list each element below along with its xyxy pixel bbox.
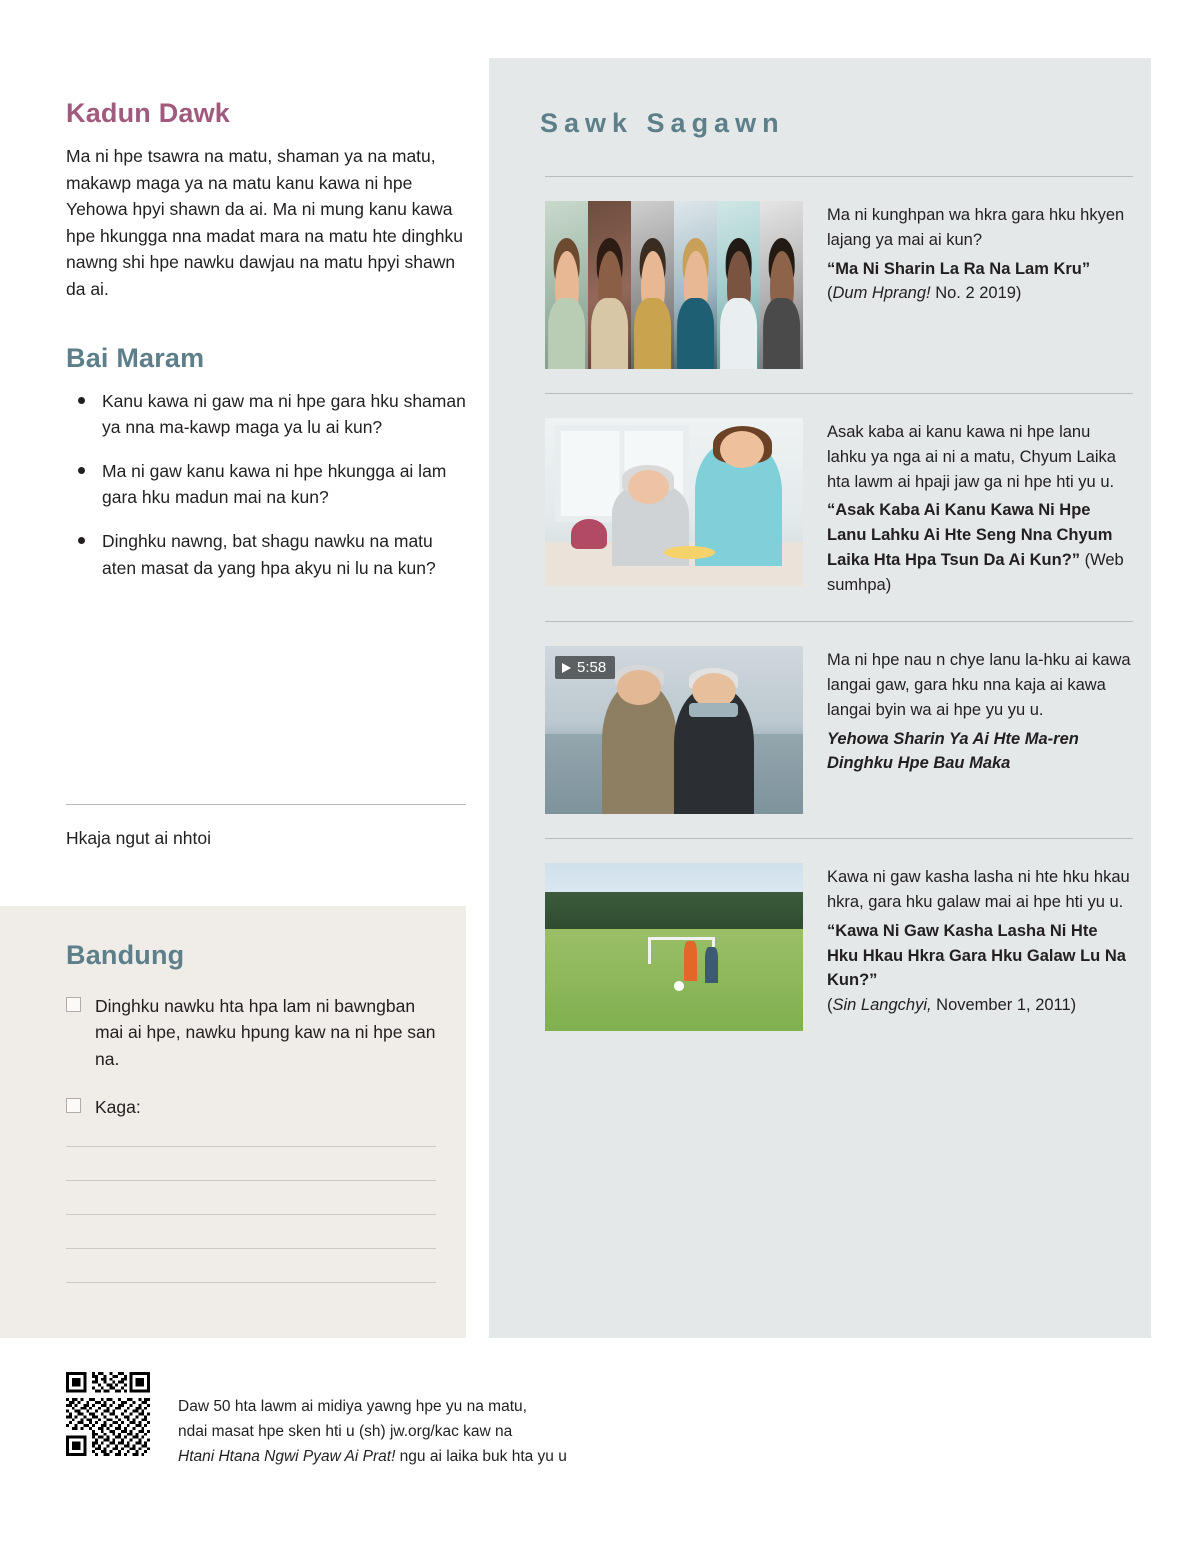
entry-ref-tail: (Web sumhpa) (827, 550, 1124, 594)
entry-reference (827, 919, 1133, 1018)
research-entry-4[interactable] (545, 838, 1133, 1055)
bai-maram-block (66, 343, 466, 582)
entry-reference (827, 498, 1133, 597)
bandung-item-1[interactable] (66, 993, 436, 1072)
write-line[interactable] (66, 1146, 436, 1147)
bandung-panel (0, 906, 466, 1338)
entry-ref-publication: Sin Langchyi, (832, 996, 932, 1014)
entry-ref-tail: November 1, 2011) (931, 996, 1077, 1014)
bai-maram-question-list (66, 388, 466, 582)
entry-ref-title: “Asak Kaba Ai Kanu Kawa Ni Hpe Lanu Lahku Ai Hte Seng Nna Chyum Laika Hta Hpa Tsun Da Ai Kun?” (827, 501, 1113, 569)
footer-text (178, 1372, 567, 1469)
footer-line-2: ndai masat hpe sken hti u (sh) jw.org/kac kaw na (178, 1423, 513, 1441)
play-icon (562, 663, 571, 673)
list-item: Kanu kawa ni gaw ma ni hpe gara hku shaman ya nna ma-kawp maga ya lu ai kun? (92, 388, 466, 441)
elderly-couple-on-beach-video-thumbnail[interactable] (545, 646, 803, 814)
kadun-dawk-title: Kadun Dawk (66, 98, 231, 128)
bai-maram-title: Bai Maram (66, 342, 205, 373)
kids-portrait-strip-image[interactable] (545, 201, 803, 369)
divider (66, 804, 466, 805)
footer (66, 1372, 1126, 1469)
entry-ref-open: ( (827, 284, 833, 303)
research-entry-3[interactable] (545, 621, 1133, 838)
left-column (66, 98, 466, 598)
entry-text (827, 863, 1133, 1018)
entry-reference: Yehowa Sharin Ya Ai Hte Ma-ren Dinghku Hpe Bau Maka (827, 729, 1079, 773)
list-item: Dinghku nawng, bat shagu nawku na matu aten masat da yang hpa akyu ni lu na kun? (92, 528, 466, 581)
footer-line-3-tail: ngu ai laika buk hta yu u (395, 1448, 567, 1466)
entry-ref-title: “Kawa Ni Gaw Kasha Lasha Ni Hte Hku Hkau Hkra Gara Hku Galaw Lu Na Kun?” (827, 921, 1126, 990)
list-item: Ma ni gaw kanu kawa ni hpe hkungga ai lam gara hku madun mai na kun? (92, 458, 466, 511)
mother-and-elderly-woman-kitchen-image[interactable] (545, 418, 803, 586)
sawk-sagawn-title: Sawk Sagawn (540, 108, 785, 138)
entry-question: Asak kaba ai kanu kawa ni hpe lanu lahku ya nga ai ni a matu, Chyum Laika hta lawm ai hpaji jaw ga ni hpe hti yu u. (827, 423, 1116, 491)
completion-date-label: Hkaja ngut ai nhtoi (66, 828, 211, 848)
research-entry-list (545, 176, 1133, 1055)
entry-ref-publication: Dum Hprang! (832, 284, 931, 303)
entry-text (827, 418, 1133, 597)
entry-ref-open: ( (827, 996, 833, 1014)
footer-publication-title: Htani Htana Ngwi Pyaw Ai Prat! (178, 1448, 396, 1466)
bandung-inner (66, 940, 436, 1120)
entry-reference (827, 257, 1133, 307)
video-duration-label: 5:58 (577, 659, 607, 677)
write-in-lines[interactable] (66, 1146, 436, 1316)
write-line[interactable] (66, 1282, 436, 1283)
kadun-dawk-body: Ma ni hpe tsawra na matu, shaman ya na matu, makawp maga ya na matu kanu kawa ni hpe Yehowa hpyi shawn da ai. Ma ni mung kanu kawa hpe hkungga nna madat mara na matu hte dinghku nawng shi hpe nawku dawjau na matu hpyi shawn da ai. (66, 146, 463, 299)
write-line[interactable] (66, 1180, 436, 1181)
write-line[interactable] (66, 1214, 436, 1215)
entry-ref-tail: No. 2 2019) (930, 284, 1022, 303)
entry-text (827, 201, 1133, 306)
bandung-item-label: Dinghku nawku hta hpa lam ni bawngban mai ai hpe, nawku hpung kaw na ni hpe san na. (95, 996, 436, 1069)
bandung-item-label: Kaga: (95, 1096, 141, 1117)
research-entry-2[interactable] (545, 393, 1133, 621)
father-and-children-soccer-field-image[interactable] (545, 863, 803, 1031)
checkbox-icon[interactable] (66, 1098, 81, 1113)
bandung-item-2[interactable] (66, 1094, 436, 1120)
bandung-title: Bandung (66, 940, 185, 970)
video-duration-badge[interactable] (555, 656, 615, 679)
checkbox-icon[interactable] (66, 997, 81, 1012)
footer-line-3 (178, 1444, 567, 1469)
entry-question: Ma ni kunghpan wa hkra gara hku hkyen lajang ya mai ai kun? (827, 206, 1125, 249)
research-entry-1[interactable] (545, 176, 1133, 393)
entry-text (827, 646, 1133, 776)
entry-question: Ma ni hpe nau n chye lanu la-hku ai kawa langai gaw, gara hku nna kaja ai kawa langai byin wa ai hpe yu yu u. (827, 651, 1131, 719)
qr-code-icon[interactable] (66, 1372, 150, 1456)
write-line[interactable] (66, 1248, 436, 1249)
entry-ref-title: “Ma Ni Sharin La Ra Na Lam Kru” (827, 259, 1091, 278)
footer-line-1: Daw 50 hta lawm ai midiya yawng hpe yu na matu, (178, 1398, 527, 1415)
entry-question: Kawa ni gaw kasha lasha ni hte hku hkau hkra, gara hku galaw mai ai hpe hti yu u. (827, 868, 1130, 911)
